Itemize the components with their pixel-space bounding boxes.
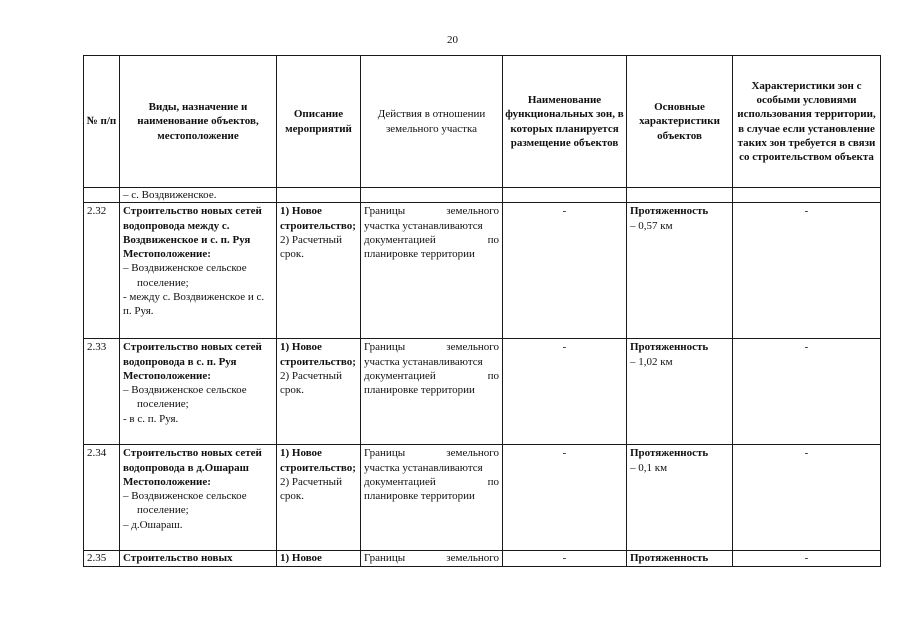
row-num: 2.32 [84,203,120,339]
table-row [84,445,881,551]
header-special: Характеристики зон с особыми условиями использования территории, в случае если установление таких зон требуется в связи со строительством объекта [733,56,881,188]
row-char-label: Протяженность [627,551,733,566]
row-action-1: Границы земельного [364,447,499,460]
table-row [84,203,881,339]
row-action-1: Границы земельного [364,341,499,354]
row-location-label: Местоположение: [123,475,211,488]
row-zone: - [503,445,627,551]
objects-table [83,55,881,567]
row-object [120,339,277,445]
header-zones: Наименование функциональных зон, в которых планируется размещение объектов [503,56,627,188]
row-action-3: документацией по [364,233,499,246]
row-desc-1: 1) Новое строительство; [280,205,356,232]
header-desc: Описание мероприятий [277,56,361,188]
row-title: Строительство новых сетей водопровода между с. Воздвиженское и с. п. Руя [123,205,262,246]
row-desc-2: 2) Расчетный срок. [280,369,342,397]
row-actions [361,203,503,339]
row-action-1: Границы земельного [361,551,503,566]
row-special: - [733,551,881,566]
row-desc-1: 1) Новое строительство; [280,341,356,368]
row-location-2: - в с. п. Руя. [123,412,179,425]
row-action-3: документацией по [364,369,499,382]
row-char-label: Протяженность [630,205,709,218]
row-location-2: - между с. Воздвиженское и с. п. Руя. [123,291,265,318]
table-row-continuation [84,188,881,203]
header-num: № п/п [84,56,120,188]
row-location-1: – Воздвиженское сельское поселение; [123,490,247,517]
row-object [120,445,277,551]
row-object [120,203,277,339]
header-actions: Действия в отношении земельного участка [361,56,503,188]
row-char-value: – 0,1 км [630,461,668,474]
row-desc-2: 2) Расчетный срок. [280,233,342,261]
row-title: Строительство новых [120,551,277,566]
row-char-label: Протяженность [630,447,709,460]
row-action-4: планировке территории [364,384,475,397]
row-actions [361,445,503,551]
row-char-label: Протяженность [630,341,709,354]
row-title: Строительство новых сетей водопровода в с. п. Руя [123,341,262,368]
header-chars: Основные характеристики объектов [627,56,733,188]
row-description [277,445,361,551]
header-type: Виды, назначение и наименование объектов, местоположение [120,56,277,188]
row-location-1: – Воздвиженское сельское поселение; [123,384,247,411]
row-desc-2: 2) Расчетный срок. [280,475,342,503]
row-description [277,339,361,445]
row-action-2: участка устанавливаются [364,219,483,232]
row-location-1: – Воздвиженское сельское поселение; [123,262,247,289]
row-special: - [733,203,881,339]
row-title: Строительство новых сетей водопровода в д.Ошараш [123,447,262,474]
row-char-value: – 0,57 км [630,219,673,232]
table-row [84,339,881,445]
row-action-2: участка устанавливаются [364,355,483,368]
row-location-2: – д.Ошараш. [123,518,183,531]
page-number: 20 [447,34,458,46]
row-num: 2.33 [84,339,120,445]
table-row [84,551,881,566]
row-zone: - [503,203,627,339]
row-action-3: документацией по [364,475,499,488]
row-action-4: планировке территории [364,490,475,503]
row-zone: - [503,339,627,445]
row-action-4: планировке территории [364,248,475,261]
table-header-row [84,56,881,188]
row-description [277,203,361,339]
row-char-value: – 1,02 км [630,355,673,368]
row-location-label: Местоположение: [123,248,211,261]
row-desc-1: 1) Новое строительство; [280,447,356,474]
row-characteristics [627,339,733,445]
continuation-text: – с. Воздвиженское. [120,188,277,203]
row-special: - [733,445,881,551]
row-characteristics [627,445,733,551]
row-desc-1: 1) Новое [277,551,361,566]
row-characteristics [627,203,733,339]
row-actions [361,339,503,445]
row-action-1: Границы земельного [364,205,499,218]
row-special: - [733,339,881,445]
row-action-2: участка устанавливаются [364,461,483,474]
row-num: 2.34 [84,445,120,551]
row-zone: - [503,551,627,566]
row-num: 2.35 [84,551,120,566]
row-location-label: Местоположение: [123,369,211,382]
